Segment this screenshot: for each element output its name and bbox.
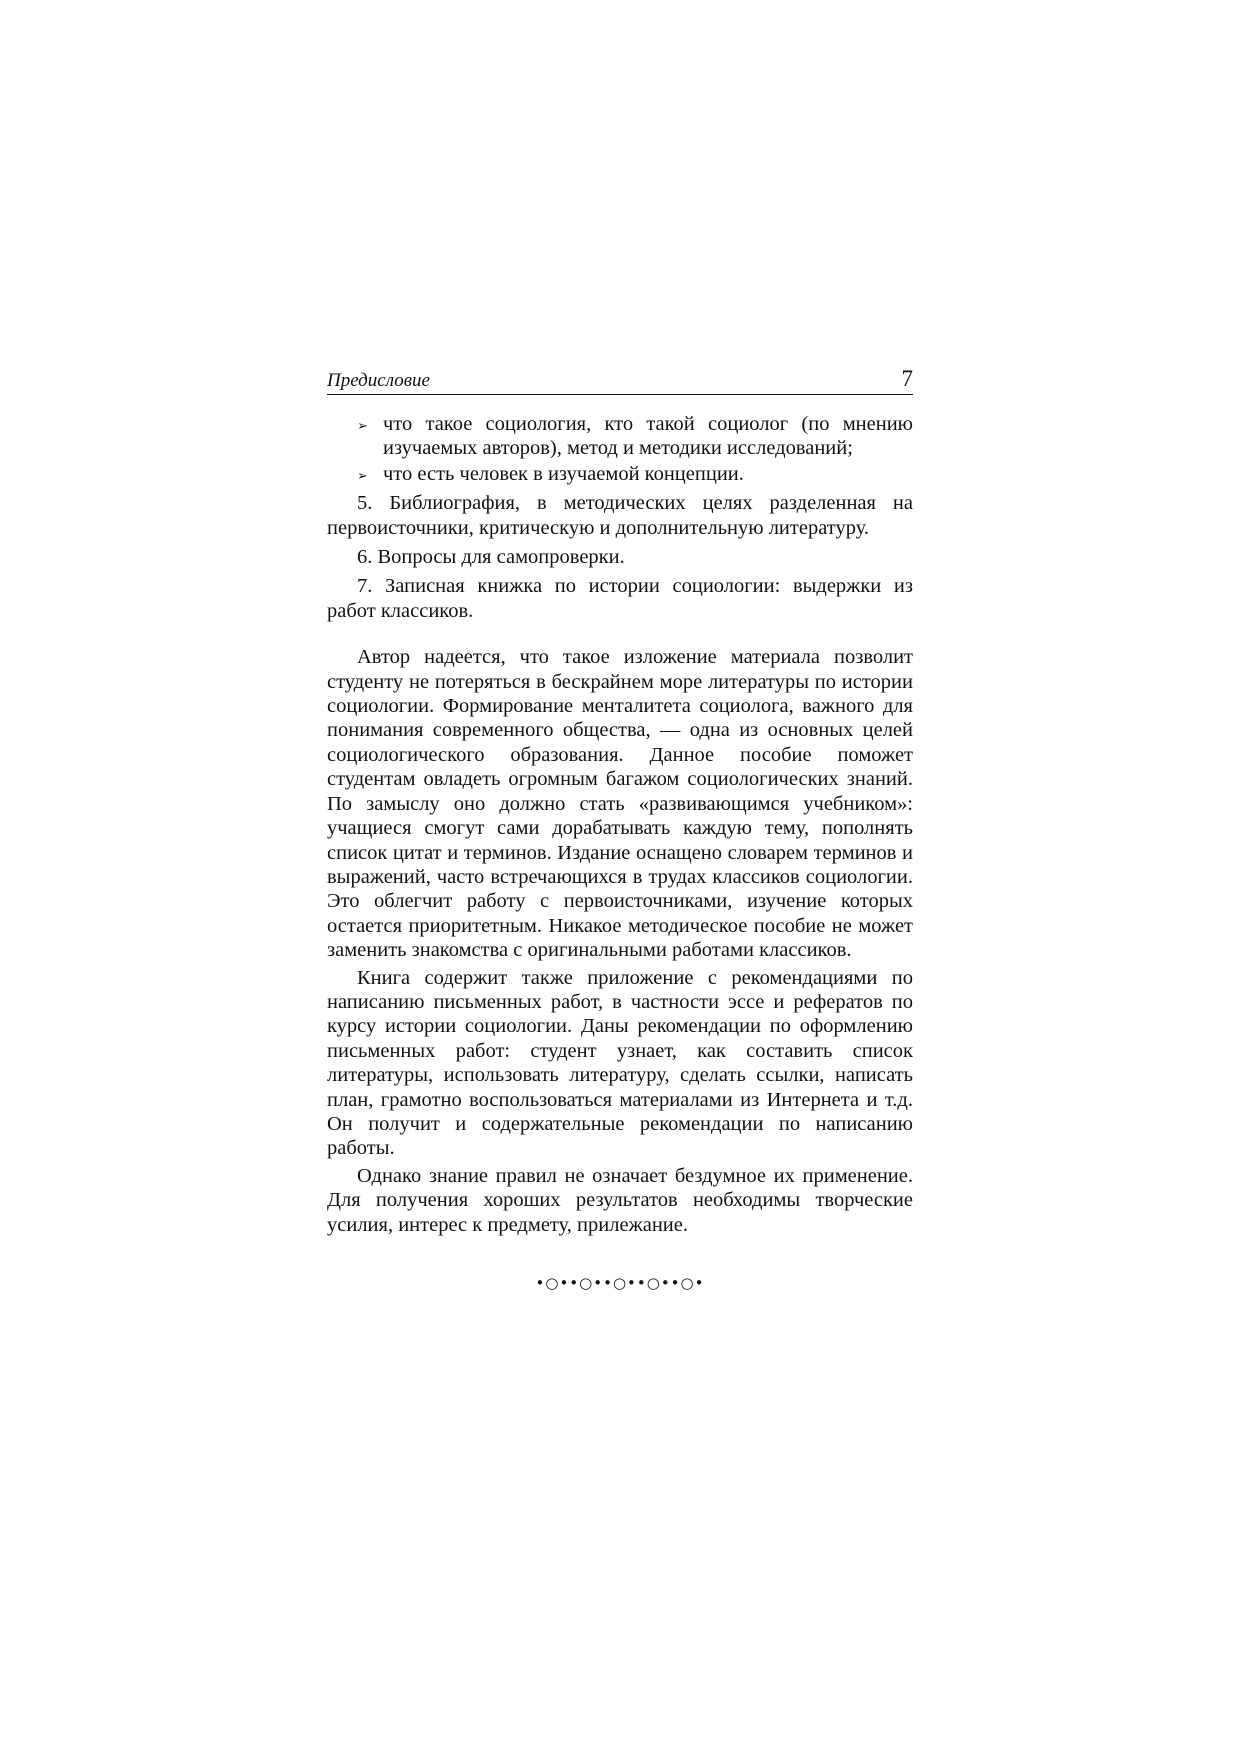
paragraph: Однако знание правил не означает бездумное их применение. Для получения хороших результатов необходимы творческие усилия, интерес к предмету, прилежание. xyxy=(327,1164,913,1236)
bullet-list xyxy=(327,412,913,486)
numbered-item-bibliography: 5. Библиография, в методических целях разделенная на первоисточники, критическую и дополнительную литературу. xyxy=(327,492,913,539)
numbered-item-notebook: 7. Записная книжка по истории социологии: выдержки из работ классиков. xyxy=(327,575,913,622)
section-end-ornament: •○••○••○••○••○• xyxy=(535,1274,705,1292)
running-head xyxy=(327,360,913,395)
book-page xyxy=(327,360,913,1292)
paragraph: Автор надеется, что такое изложение материала позволит студенту не потеряться в бескрайнем море литературы по истории социологии. Формирование менталитета социолога, важного для понимания современного общества, — одна из основных целей социологического образования. Данное пособие поможет студентам овладеть огромным багажом социологических знаний. По замыслу оно должно стать «развивающимся учебником»: учащиеся смогут сами дорабатывать каждую тему, пополнять список цитат и терминов. Издание оснащено словарем терминов и выражений, часто встречающихся в трудах классиков социологии. Это облегчит работу с первоисточниками, изучение которых остается приоритетным. Никакое методическое пособие не может заменить знакомства с оригинальными работами классиков. xyxy=(327,646,913,962)
arrowhead-bullet-icon: ➢ xyxy=(357,418,368,433)
numbered-item-questions: 6. Вопросы для самопроверки. xyxy=(357,546,625,569)
bullet-text: что есть человек в изучаемой концепции. xyxy=(383,462,744,485)
bullet-item xyxy=(327,462,913,486)
paragraph: Книга содержит также приложение с рекомендациями по написанию письменных работ, в частности эссе и рефератов по курсу истории социологии. Даны рекомендации по оформлению письменных работ: студент узнает, как составить список литературы, использовать литературу, сделать ссылки, написать план, грамотно воспользоваться материалами из Интернета и т.д. Он получит и содержательные рекомендации по написанию работы. xyxy=(327,966,913,1160)
page-body xyxy=(327,412,913,1237)
running-title: Предисловие xyxy=(327,370,430,391)
bullet-item xyxy=(327,412,913,461)
page-number: 7 xyxy=(901,366,913,391)
bullet-text: что такое социология, кто такой социолог (по мнению изучаемых авторов), метод и методики исследований; xyxy=(383,413,913,460)
arrowhead-bullet-icon: ➢ xyxy=(357,467,368,483)
